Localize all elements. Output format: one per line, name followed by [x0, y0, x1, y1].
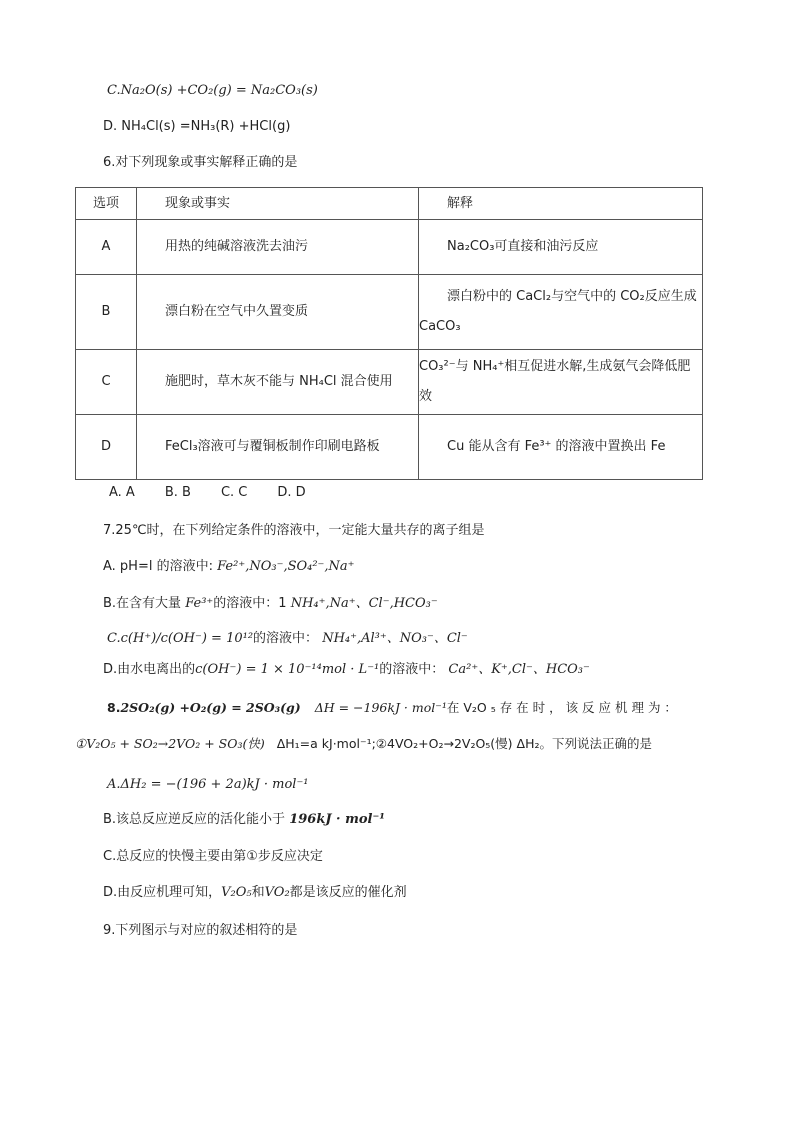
q8-b-value: 196kJ · mol⁻¹ — [289, 812, 385, 827]
header-fact: 现象或事实 — [137, 188, 419, 220]
q7-c-ions: NH₄⁺,Al³⁺、NO₃⁻、Cl⁻ — [322, 631, 468, 646]
q6-table-header — [76, 188, 703, 220]
q7-b-ions: NH₄⁺,Na⁺、Cl⁻,HCO₃⁻ — [290, 596, 438, 611]
q8-mechanism — [75, 735, 652, 753]
q8-d-and: 和 — [251, 885, 265, 900]
table-row — [76, 275, 703, 350]
q8-stem — [107, 699, 677, 717]
row-fact: 施肥时，草木灰不能与 NH₄Cl 混合使用 — [137, 350, 419, 415]
q7-d-prefix: D.由水电离出的 — [103, 662, 196, 677]
q6-choice-a: A. A — [109, 485, 135, 500]
q7-a-prefix: A. pH=l 的溶液中: — [103, 559, 213, 574]
header-explanation: 解释 — [419, 188, 703, 220]
q7-d-mid: 的溶液中： — [379, 662, 445, 677]
q8-step-2: ΔH₁=a kJ·mol⁻¹;②4VO₂+O₂→2V₂O₅(慢) ΔH₂。下列说法正确的是 — [276, 736, 652, 751]
table-row — [76, 350, 703, 415]
q8-number: 8. — [107, 700, 121, 715]
row-explanation: Cu 能从含有 Fe³⁺ 的溶液中置换出 Fe — [419, 415, 703, 480]
q6-table — [75, 187, 703, 480]
q8-step-1: ①V₂O₅ + SO₂→2VO₂ + SO₃(快) — [75, 736, 265, 751]
q5-c-label: C. — [107, 83, 121, 98]
q5-c-equation: Na₂O(s) +CO₂(g) = Na₂CO₃(s) — [120, 83, 318, 98]
q7-option-c — [107, 630, 468, 648]
q8-d-suffix: 都是该反应的催化剂 — [289, 885, 407, 900]
q7-d-condition: c(OH⁻) = 1 × 10⁻¹⁴mol · L⁻¹ — [195, 662, 380, 677]
q7-option-b — [103, 595, 438, 613]
row-option: D — [76, 415, 137, 480]
header-option: 选项 — [76, 188, 137, 220]
q8-option-c: C.总反应的快慢主要由第①步反应决定 — [103, 849, 323, 864]
q9-stem: 9.下列图示与对应的叙述相符的是 — [103, 923, 298, 938]
q6-choice-d: D. D — [277, 485, 306, 500]
q6-choices — [109, 484, 336, 502]
q6-choice-c: C. C — [220, 485, 248, 500]
q7-c-mid: 的溶液中： — [253, 631, 319, 646]
q7-b-mid: 的溶液中：1 — [213, 596, 287, 611]
row-fact: 漂白粉在空气中久置变质 — [137, 275, 419, 350]
q8-option-b — [103, 811, 385, 829]
q8-d-species-1: V₂O₅ — [221, 885, 252, 900]
q7-b-ion: Fe³⁺ — [185, 596, 214, 611]
row-fact: FeCl₃溶液可与覆铜板制作印刷电路板 — [137, 415, 419, 480]
row-option: B — [76, 275, 137, 350]
q6-stem: 6.对下列现象或事实解释正确的是 — [103, 155, 298, 170]
q7-a-ions: Fe²⁺,NO₃⁻,SO₄²⁻,Na⁺ — [217, 559, 355, 574]
q8-a-expression: ΔH₂ = −(196 + 2a)kJ · mol⁻¹ — [120, 777, 309, 792]
q8-option-a — [107, 776, 309, 794]
q8-a-prefix: A. — [107, 777, 121, 792]
table-row — [76, 415, 703, 480]
q8-d-species-2: VO₂ — [264, 885, 290, 900]
table-row — [76, 220, 703, 275]
q6-choice-b: B. B — [164, 485, 191, 500]
q8-enthalpy: ΔH = −196kJ · mol⁻¹ — [314, 700, 447, 715]
q7-option-d — [103, 661, 590, 679]
q8-d-prefix: D.由反应机理可知， — [103, 885, 222, 900]
q7-option-a — [103, 558, 355, 576]
q8-equation: 2SO₂(g) +O₂(g) = 2SO₃(g) — [120, 700, 301, 715]
row-explanation: 漂白粉中的 CaCl₂与空气中的 CO₂反应生成 CaCO₃ — [419, 275, 703, 350]
row-explanation: Na₂CO₃可直接和油污反应 — [419, 220, 703, 275]
row-explanation: CO₃²⁻与 NH₄⁺相互促进水解,生成氨气会降低肥效 — [419, 350, 703, 415]
q7-stem: 7.25℃时，在下列给定条件的溶液中，一定能大量共存的离子组是 — [103, 523, 485, 538]
q7-c-condition: c(H⁺)/c(OH⁻) = 10¹² — [120, 631, 254, 646]
q5-option-c — [107, 82, 318, 100]
row-option: A — [76, 220, 137, 275]
q8-option-d — [103, 884, 407, 902]
q7-d-ions: Ca²⁺、K⁺,Cl⁻、HCO₃⁻ — [448, 662, 590, 677]
q8-b-prefix: B.该总反应逆反应的活化能小于 — [103, 812, 286, 827]
q8-mechanism-intro: 在 V₂O ₅ 存 在 时 ， 该 反 应 机 理 为 ： — [446, 700, 677, 715]
row-option: C — [76, 350, 137, 415]
q5-option-d: D. NH₄Cl(s) =NH₃(R) +HCl(g) — [103, 119, 291, 134]
q7-c-prefix: C. — [107, 631, 121, 646]
row-fact: 用热的纯碱溶液洗去油污 — [137, 220, 419, 275]
q7-b-prefix: B.在含有大量 — [103, 596, 182, 611]
